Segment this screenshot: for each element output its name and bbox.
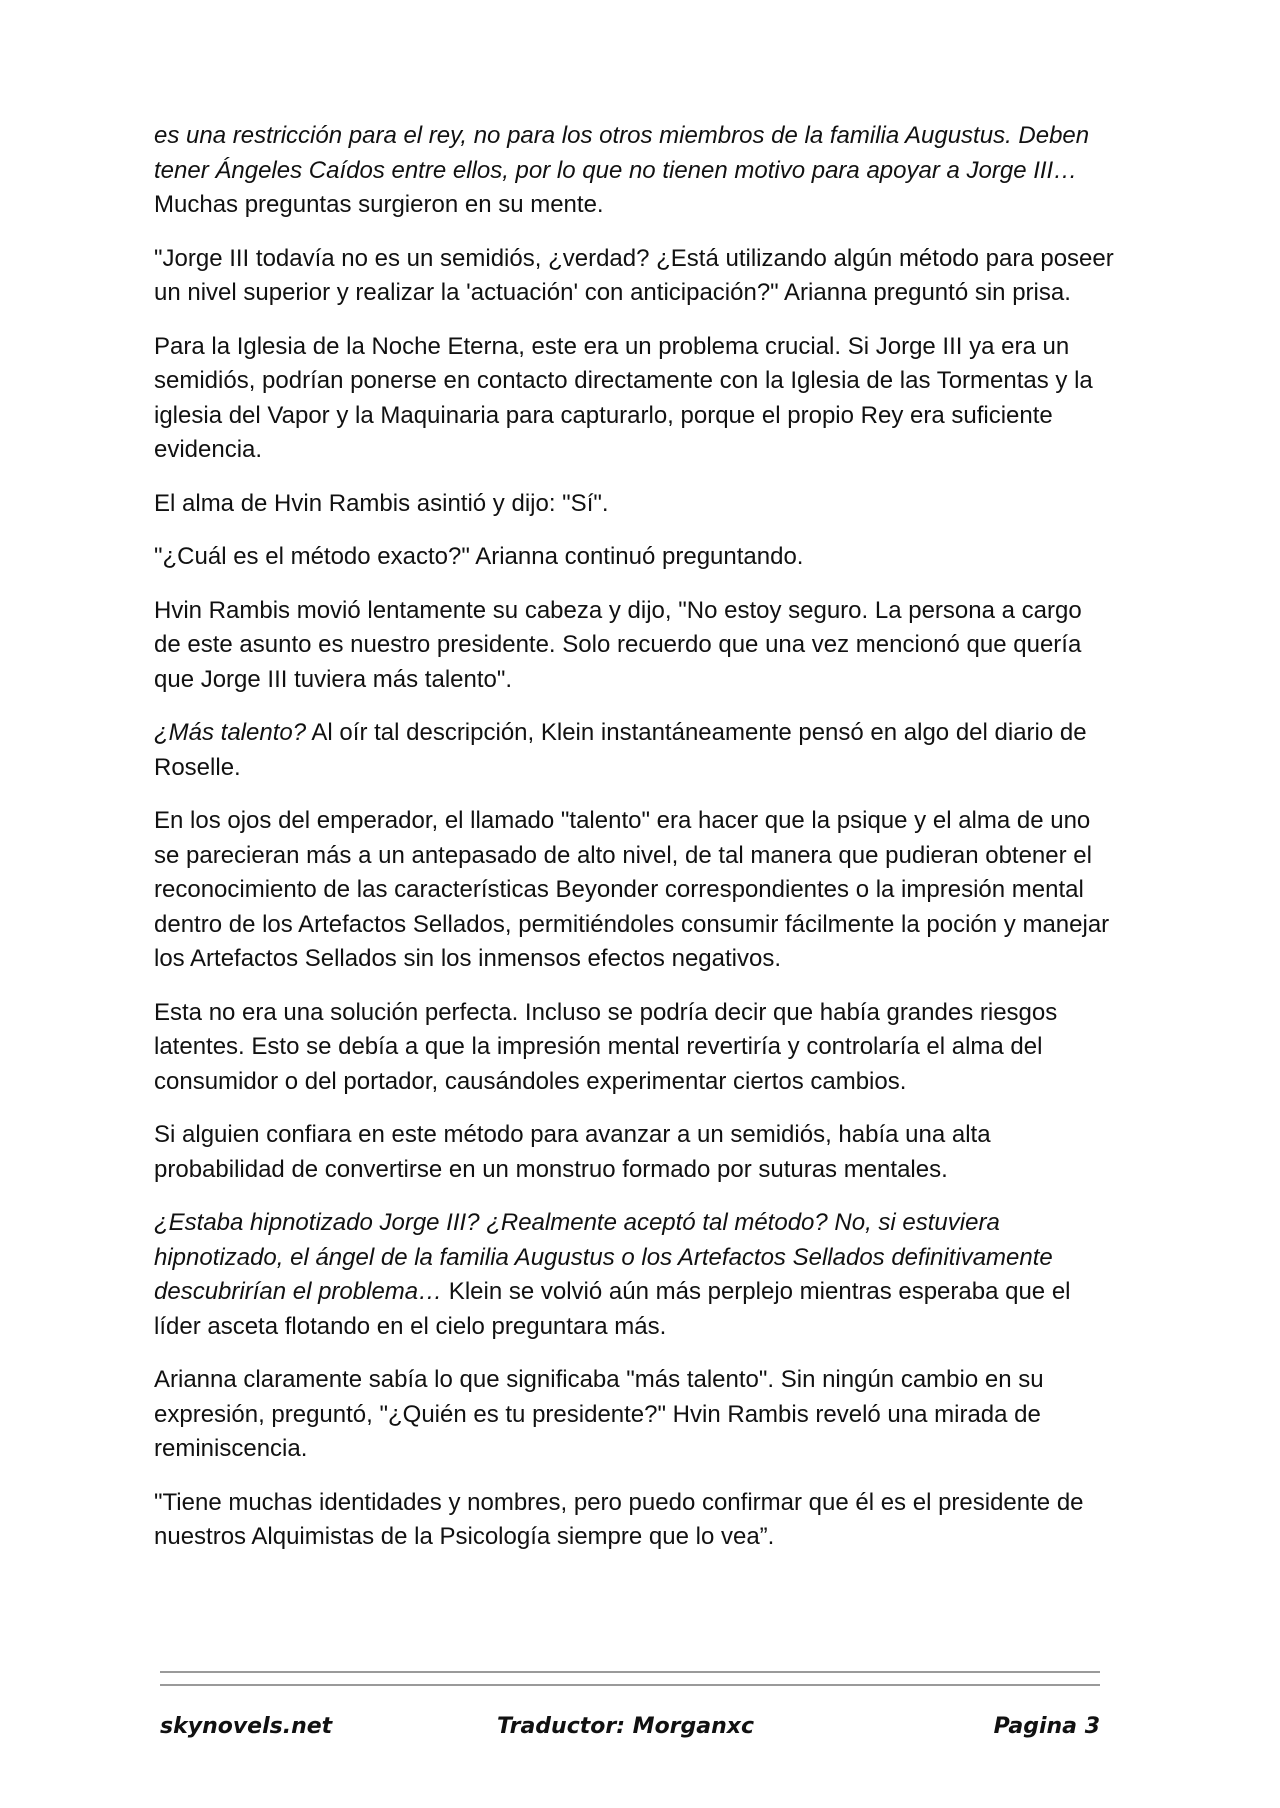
paragraph-3: Para la Iglesia de la Noche Eterna, este era un problema crucial. Si Jorge III ya era un semidiós, podrían ponerse en contacto directamente con la Iglesia de las Tormentas y la iglesia del Vapor y la Maquinaria para capturarlo, porque el propio Rey era suficiente evidencia. [154, 332, 1093, 463]
paragraph-1 [154, 119, 1114, 223]
footer-divider-top [160, 1671, 1100, 1673]
footer-site: skynovels.net [160, 1714, 333, 1739]
footer-page-number: Pagina 3 [993, 1714, 1100, 1739]
paragraph-11 [154, 1206, 1114, 1344]
paragraph-7-italic: ¿Más talento? [154, 719, 307, 746]
paragraph-1-italic: es una restricción para el rey, no para los otros miembros de la familia Augustus. Deben tener Ángeles Caídos entre ellos, por lo que no tienen motivo para apoyar a Jorge III… [154, 122, 1090, 184]
footer-divider-bottom [160, 1684, 1100, 1686]
paragraph-10: Si alguien confiara en este método para avanzar a un semidiós, había una alta probabilidad de convertirse en un monstruo formado por suturas mentales. [154, 1121, 991, 1183]
paragraph-2: "Jorge III todavía no es un semidiós, ¿verdad? ¿Está utilizando algún método para poseer un nivel superior y realizar la 'actuación' con anticipación?" Arianna preguntó sin prisa. [154, 244, 1114, 306]
paragraph-9: Esta no era una solución perfecta. Incluso se podría decir que había grandes riesgos latentes. Esto se debía a que la impresión mental revertiría y controlaría el alma del consumidor o del portador, causándoles experimentar ciertos cambios. [154, 998, 1058, 1095]
paragraph-1-text: Muchas preguntas surgieron en su mente. [154, 191, 604, 218]
paragraph-6: Hvin Rambis movió lentamente su cabeza y dijo, "No estoy seguro. La persona a cargo de este asunto es nuestro presidente. Solo recuerdo que una vez mencionó que quería que Jorge III tuviera más talento". [154, 596, 1082, 693]
page-body [154, 119, 1114, 1574]
paragraph-11-text: Klein se volvió aún más perplejo mientras esperaba que el líder asceta flotando en el cielo preguntara más. [154, 1278, 1071, 1340]
paragraph-13: "Tiene muchas identidades y nombres, pero puedo confirmar que él es el presidente de nuestros Alquimistas de la Psicología siempre que lo vea”. [154, 1488, 1084, 1550]
paragraph-11-italic: ¿Estaba hipnotizado Jorge III? ¿Realmente aceptó tal método? No, si estuviera hipnotizado, el ángel de la familia Augustus o los Artefactos Sellados definitivamente descubrirían el problema… [154, 1209, 1053, 1305]
paragraph-12: Arianna claramente sabía lo que significaba "más talento". Sin ningún cambio en su expresión, preguntó, "¿Quién es tu presidente?" Hvin Rambis reveló una mirada de reminiscencia. [154, 1366, 1044, 1462]
paragraph-5: "¿Cuál es el método exacto?" Arianna continuó preguntando. [154, 543, 804, 570]
paragraph-7 [154, 716, 1114, 785]
footer-translator: Traductor: Morganxc [497, 1714, 755, 1739]
paragraph-7-text: Al oír tal descripción, Klein instantáneamente pensó en algo del diario de Roselle. [154, 719, 1087, 781]
paragraph-8: En los ojos del emperador, el llamado "talento" era hacer que la psique y el alma de uno se parecieran más a un antepasado de alto nivel, de tal manera que pudieran obtener el reconocimiento de las características Beyonder correspondientes o la impresión mental dentro de los Artefactos Sellados, permitiéndoles consumir fácilmente la poción y manejar los Artefactos Sellados sin los inmensos efectos negativos. [154, 807, 1110, 972]
paragraph-4: El alma de Hvin Rambis asintió y dijo: "Sí". [154, 489, 609, 517]
